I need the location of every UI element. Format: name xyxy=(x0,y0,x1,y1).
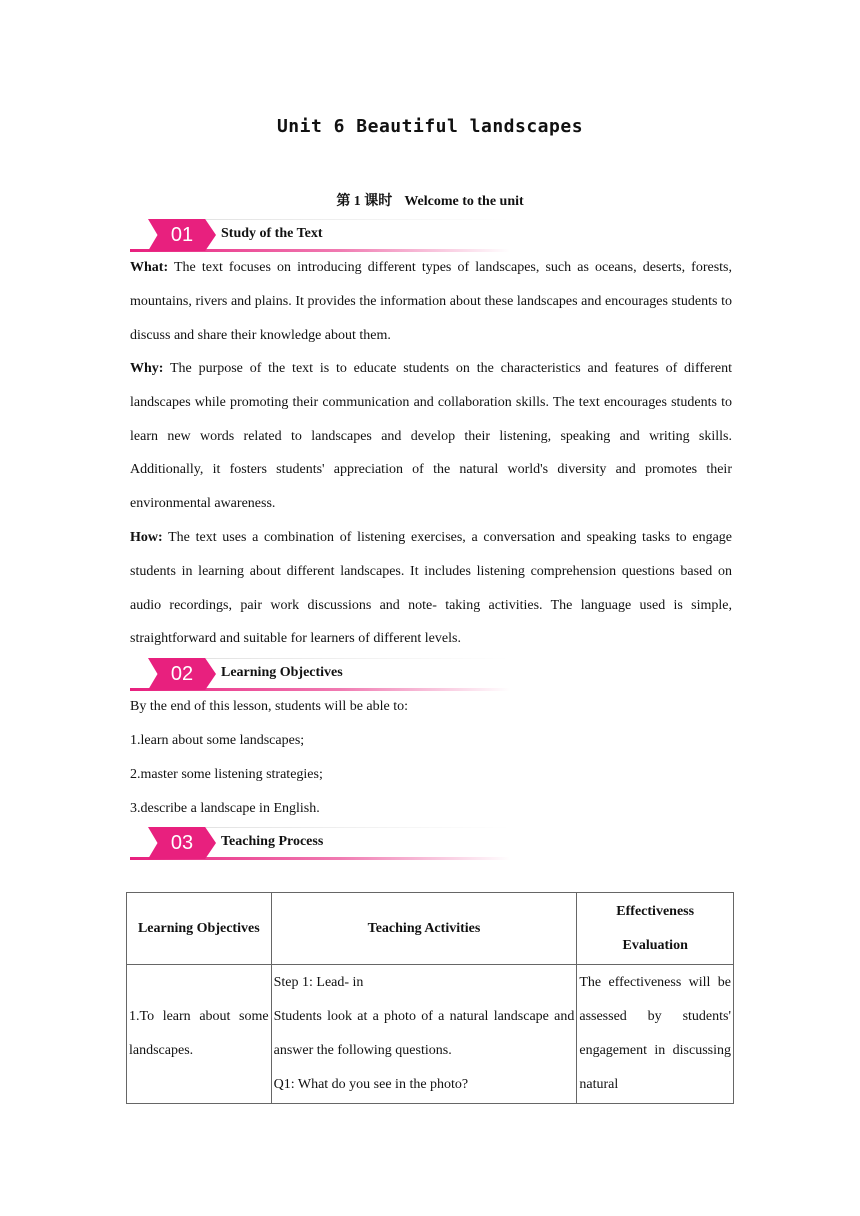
table-row xyxy=(127,965,734,1104)
header-effectiveness-evaluation xyxy=(577,893,734,965)
section-divider xyxy=(180,827,510,828)
section-header-objectives xyxy=(130,657,510,693)
lesson-title xyxy=(0,190,860,210)
header-learning-objectives: Learning Objectives xyxy=(127,893,272,965)
objective-cell: 1.To learn about some landscapes. xyxy=(127,965,272,1104)
section-label: Learning Objectives xyxy=(221,665,343,680)
activity-question: Q1: What do you see in the photo? xyxy=(273,1077,469,1092)
section-header-process xyxy=(130,826,510,862)
section-label: Teaching Process xyxy=(221,834,324,849)
lesson-number: 第 1 课时 xyxy=(336,194,393,209)
objectives-intro: By the end of this lesson, students will be able to: xyxy=(130,699,409,714)
activity-text: Students look at a photo of a natural landscape and answer the following questions. xyxy=(273,1009,575,1058)
lesson-name: Welcome to the unit xyxy=(404,194,524,209)
what-text: The text focuses on introducing different types of landscapes, such as oceans, deserts, forests, mountains, rivers and plains. It provides the information about these landscapes and encourages students to discuss and share their knowledge about them. xyxy=(130,260,732,343)
why-label: Why: xyxy=(130,361,164,376)
section-divider xyxy=(180,658,510,659)
page-title: Unit 6 Beautiful landscapes xyxy=(276,116,584,137)
why-paragraph xyxy=(130,352,732,521)
activity-step: Step 1: Lead‐ in xyxy=(273,975,364,990)
header-evaluation-line2: Evaluation xyxy=(622,937,688,953)
section-header-study xyxy=(130,218,510,254)
why-text: The purpose of the text is to educate students on the characteristics and features of different landscapes while promoting their communication and collaboration skills. The text encourages students to learn new words related to landscapes and develop their listening, speaking and writing skills. Additionally, it fosters students' appreciation of the natural world's diversity and promotes their environmental awareness. xyxy=(130,361,732,512)
section-divider xyxy=(180,219,510,220)
evaluation-cell: The effectiveness will be assessed by students' engagement in discussing natural xyxy=(577,965,734,1104)
activity-cell xyxy=(271,965,577,1104)
table-header-row xyxy=(127,893,734,965)
section-number: 03 xyxy=(170,832,194,854)
objective-item: 3.describe a landscape in English. xyxy=(130,801,320,816)
what-label: What: xyxy=(130,260,169,275)
how-paragraph xyxy=(130,521,732,656)
section-label: Study of the Text xyxy=(221,226,323,241)
section-number: 02 xyxy=(170,663,194,685)
what-paragraph xyxy=(130,251,732,352)
header-teaching-activities: Teaching Activities xyxy=(271,893,577,965)
section-number: 01 xyxy=(170,224,194,246)
objective-item: 1.learn about some landscapes; xyxy=(130,733,305,748)
how-text: The text uses a combination of listening exercises, a conversation and speaking tasks to engage students in learning about different landscapes. It includes listening comprehension questions based on audio recordings, pair work discussions and note‐ taking activities. The language used is simple, straightforward and suitable for learners of different levels. xyxy=(130,530,732,647)
header-evaluation-line1: Effectiveness xyxy=(616,903,695,919)
how-label: How: xyxy=(130,530,163,545)
teaching-process-table xyxy=(126,892,734,1104)
objective-item: 2.master some listening strategies; xyxy=(130,767,323,782)
